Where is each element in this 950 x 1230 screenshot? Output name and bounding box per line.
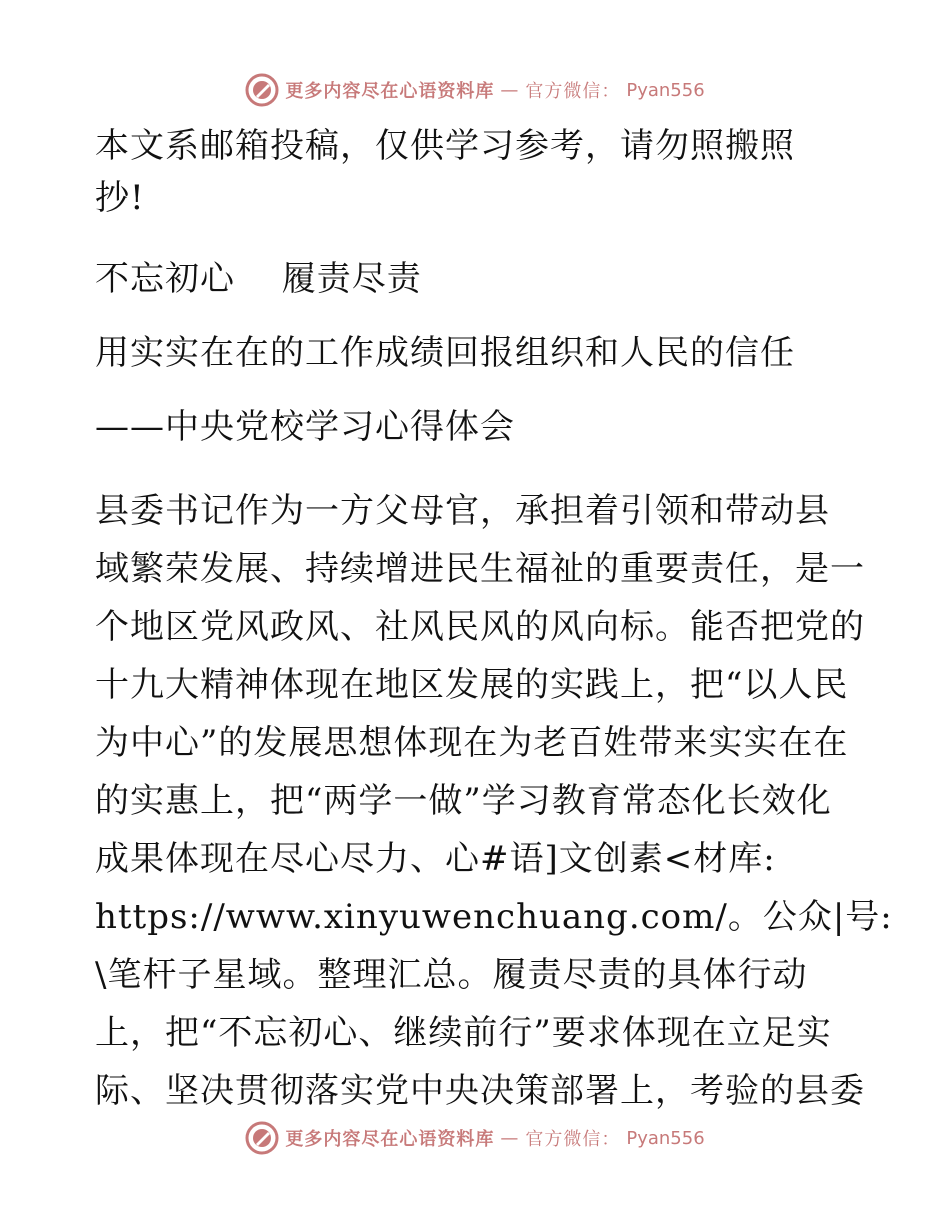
title-main: 不忘初心 履责尽责 (95, 259, 422, 299)
body-paragraph (95, 482, 893, 1120)
watermark-wechat-id: Pyan556 (626, 1127, 705, 1149)
pen-logo-icon (245, 1121, 279, 1155)
notice-paragraph (95, 120, 855, 224)
pen-logo-icon (245, 73, 279, 107)
document-body (95, 120, 893, 1120)
notice-line-2: 抄! (95, 178, 145, 218)
body-line: \笔杆子星域。整理汇总。履责尽责的具体行动 (95, 955, 808, 995)
body-line: 域繁荣发展、持续增进民生福祉的重要责任，是一 (95, 549, 865, 589)
title-subtitle: 用实实在在的工作成绩回报组织和人民的信任 (95, 333, 795, 373)
body-line: 县委书记作为一方父母官，承担着引领和带动县 (95, 491, 830, 531)
footer-watermark (0, 1118, 950, 1158)
title-block (95, 242, 855, 464)
title-note: ——中央党校学习心得体会 (95, 407, 515, 447)
watermark-label: 官方微信： (525, 1129, 621, 1150)
body-line: 际、坚决贯彻落实党中央决策部署上，考验的县委 (95, 1071, 865, 1111)
header-watermark (0, 70, 950, 110)
body-line: 个地区党风政风、社风民风的风向标。能否把党的 (95, 607, 865, 647)
body-line: 为中心”的发展思想体现在为老百姓带来实实在在 (95, 723, 849, 763)
watermark-brand-text: 更多内容尽在心语资料库 (285, 81, 495, 102)
notice-line-1: 本文系邮箱投稿，仅供学习参考，请勿照搬照 (95, 126, 795, 166)
watermark-separator: — (500, 1127, 520, 1149)
body-line: 上，把“不忘初心、继续前行”要求体现在立足实 (95, 1013, 832, 1053)
watermark-wechat-id: Pyan556 (626, 79, 705, 101)
watermark-label: 官方微信： (525, 81, 621, 102)
body-line: 的实惠上，把“两学一做”学习教育常态化长效化 (95, 781, 832, 821)
body-line: 成果体现在尽心尽力、心#语]文创素<材库: (95, 839, 776, 879)
body-line: https://www.xinyuwenchuang.com/。公众|号: (95, 897, 893, 937)
watermark-separator: — (500, 79, 520, 101)
body-line: 十九大精神体现在地区发展的实践上，把“以人民 (95, 665, 849, 705)
watermark-brand-text: 更多内容尽在心语资料库 (285, 1129, 495, 1150)
